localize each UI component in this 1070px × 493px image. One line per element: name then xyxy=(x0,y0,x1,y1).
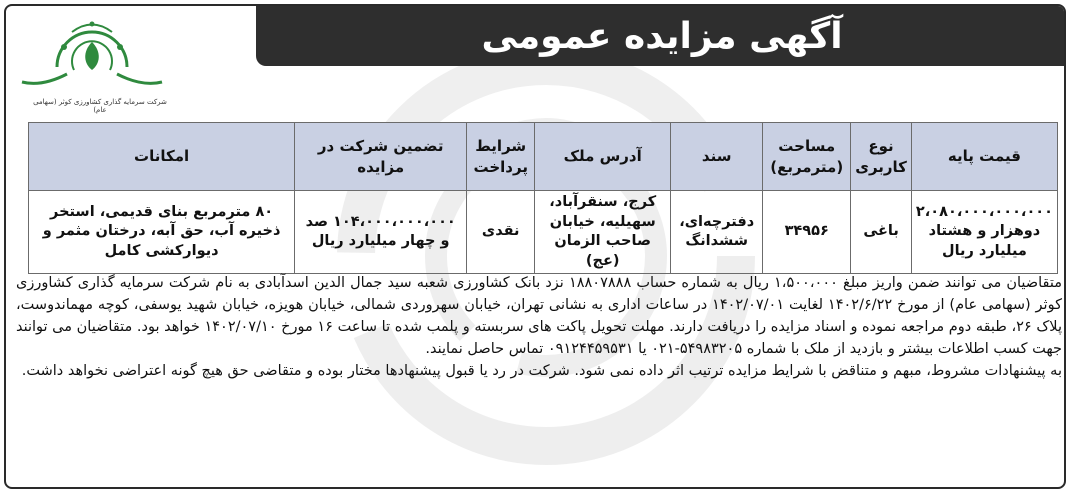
cell-address: کرج، سنقرآباد، سهیلیه، خیابان صاحب الزمان (عج) xyxy=(535,191,671,274)
kowsar-logo-icon xyxy=(12,12,172,96)
table-header-row xyxy=(29,123,1058,191)
cell-deed: دفترچه‌ای، ششدانگ xyxy=(671,191,763,274)
header-area: مساحت (مترمربع) xyxy=(763,123,851,191)
ad-frame xyxy=(4,4,1066,489)
cell-area: ۳۴۹۵۶ xyxy=(763,191,851,274)
body-paragraph-terms: به پیشنهادات مشروط، مبهم و متناقض با شرایط مزایده ترتیب اثر داده نمی شود. شرکت در رد یا قبول پیشنهادها مختار بوده و متقاضی حق هیچ گونه اعتراضی نخواهد داشت. xyxy=(21,363,1062,379)
header-usage-type: نوع کاربری xyxy=(851,123,912,191)
cell-base-price: ۲،۰۸۰،۰۰۰،۰۰۰،۰۰۰ دوهزار و هشتاد میلیارد ریال xyxy=(911,191,1057,274)
header-address: آدرس ملک xyxy=(535,123,671,191)
company-logo xyxy=(12,12,252,116)
page-title: آگهی مزایده عمومی xyxy=(481,15,843,57)
logo-company-name: شرکت سرمایه گذاری کشاورزی کوثر (سهامی عام) xyxy=(33,98,167,114)
header-facilities: امکانات xyxy=(29,123,295,191)
auction-table xyxy=(28,122,1058,274)
header-deed: سند xyxy=(671,123,763,191)
cell-guarantee: ۱۰۴،۰۰۰،۰۰۰،۰۰۰ صد و چهار میلیارد ریال xyxy=(295,191,467,274)
ad-body xyxy=(16,272,1062,382)
cell-facilities: ۸۰ مترمربع بنای قدیمی، استخر ذخیره آب، حق آبه، درختان مثمر و دیوارکشی کامل xyxy=(29,191,295,274)
header-base-price: قیمت پایه xyxy=(911,123,1057,191)
table-row xyxy=(29,191,1058,274)
cell-usage-type: باغی xyxy=(851,191,912,274)
header-guarantee: تضمین شرکت در مزایده xyxy=(295,123,467,191)
header-payment-terms: شرایط پرداخت xyxy=(467,123,535,191)
body-paragraph-instructions: متقاضیان می توانند ضمن واریز مبلغ ۱،۵۰۰،۰۰۰ ریال به شماره حساب ۱۸۸۰۷۸۸۸ نزد بانک کشاورزی شعبه سید جمال الدین اسدآبادی به نام شرکت سرمایه گذاری کشاورزی کوثر (سهامی عام) از مورخ ۱۴۰۲/۶/۲۲ لغایت ۱۴۰۲/۰۷/۰۱ در ساعات اداری به نشانی تهران، خیابان سهروردی شمالی، خیابان هویزه، خیابان شهید یوسفی، کوچه مهماندوست، پلاک ۲۶، طبقه دوم مراجعه نموده و اسناد مزایده را دریافت دارند. مهلت تحویل پاکت های سربسته و پلمب شده تا ساعت ۱۶ مورخ ۱۴۰۲/۰۷/۱۰ خواهد بود. متقاضیان می توانند جهت کسب اطلاعات بیشتر و بازدید از ملک با شماره ۵۴۹۸۳۲۰۵-۰۲۱ یا ۰۹۱۲۴۴۵۹۵۳۱ تماس حاصل نمایند. xyxy=(16,275,1062,357)
cell-payment-terms: نقدی xyxy=(467,191,535,274)
